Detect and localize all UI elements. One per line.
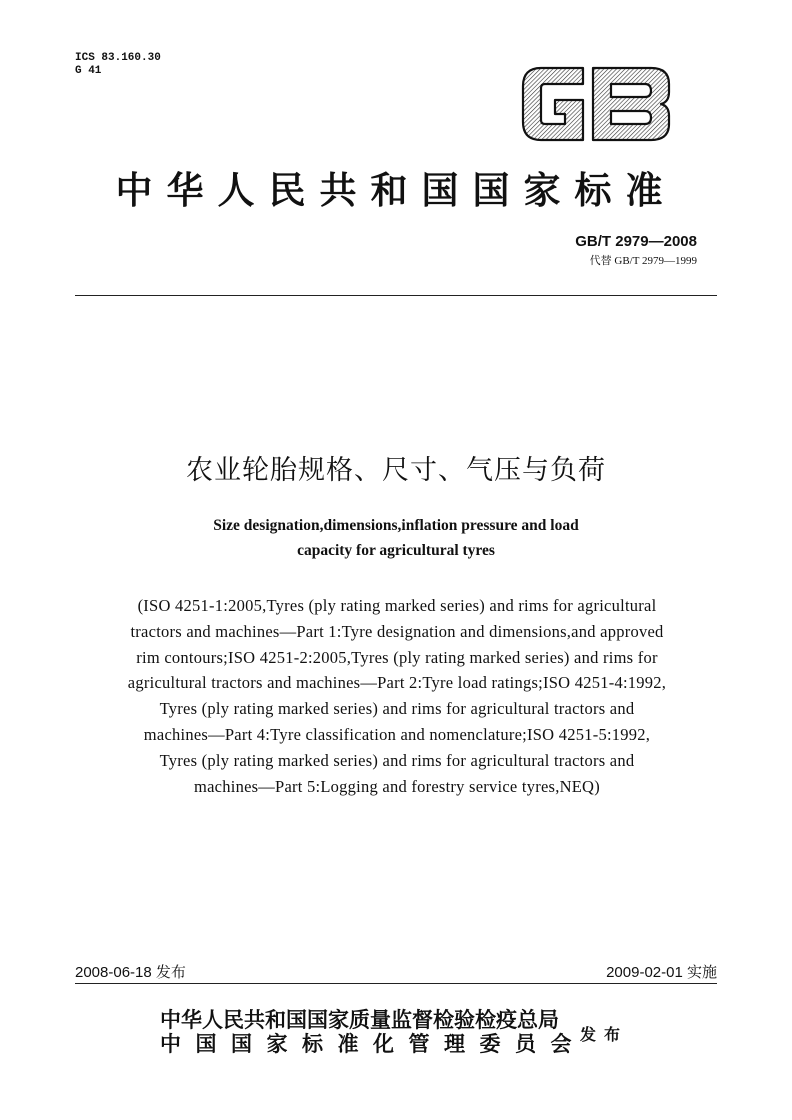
iso-reference-line: machines—Part 5:Logging and forestry service tyres,NEQ) bbox=[194, 776, 600, 796]
footer-divider bbox=[75, 983, 717, 984]
publish-date: 2008-06-18 发布 bbox=[75, 964, 186, 981]
iso-reference bbox=[72, 593, 722, 799]
ics-code: ICS 83.160.30 bbox=[75, 52, 161, 64]
english-title-line: Size designation,dimensions,inflation pressure and load bbox=[213, 517, 579, 534]
implementation-date: 2009-02-01 实施 bbox=[606, 964, 717, 981]
english-title-line: capacity for agricultural tyres bbox=[297, 542, 495, 559]
chinese-title: 农业轮胎规格、尺寸、气压与负荷 bbox=[186, 455, 606, 486]
iso-reference-line: agricultural tractors and machines—Part 2:Tyre load ratings;ISO 4251-4:1992, bbox=[127, 673, 667, 693]
issuer-aqsiq: 中华人民共和国国家质量监督检验检疫总局 bbox=[160, 1007, 559, 1032]
english-title bbox=[130, 513, 662, 563]
iso-reference-line: Tyres (ply rating marked series) and rims for agricultural tractors and bbox=[159, 699, 635, 719]
replaced-standard: 代替 GB/T 2979—1999 bbox=[589, 255, 697, 267]
iso-reference-line: machines—Part 4:Tyre classification and nomenclature;ISO 4251-5:1992, bbox=[143, 724, 651, 744]
standard-code: GB/T 2979—2008 bbox=[575, 233, 697, 250]
iso-reference-line: Tyres (ply rating marked series) and rims for agricultural tractors and bbox=[159, 750, 635, 770]
classification-codes bbox=[75, 52, 161, 78]
issuer-sac: 中国国家标准化管理委员会 bbox=[160, 1031, 586, 1056]
header-divider bbox=[75, 295, 717, 296]
publish-label: 发布 bbox=[580, 1025, 629, 1044]
iso-reference-line: rim contours;ISO 4251-2:2005,Tyres (ply rating marked series) and rims for bbox=[136, 647, 658, 667]
national-standard-title: 中华人民共和国国家标准 bbox=[115, 168, 677, 212]
issuing-authorities bbox=[160, 1008, 586, 1056]
iso-reference-line: tractors and machines—Part 1:Tyre designation and dimensions,and approved bbox=[130, 621, 664, 641]
iso-reference-line: (ISO 4251-1:2005,Tyres (ply rating marked series) and rims for agricultural bbox=[137, 596, 657, 615]
gb-logo bbox=[517, 62, 675, 146]
ccs-code: G 41 bbox=[75, 65, 102, 77]
